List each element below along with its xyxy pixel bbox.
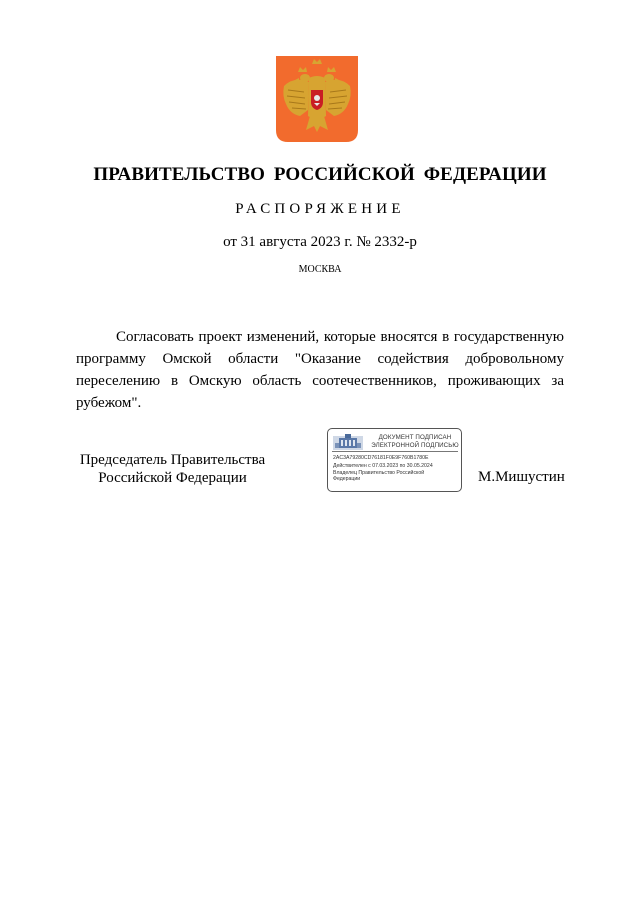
stamp-divider [332,451,458,452]
stamp-heading [370,434,460,449]
stamp-validity: Действителен с 07.03.2023 по 30.05.2024 [333,463,433,469]
stamp-owner-line2: Федерации [333,476,361,482]
stamp-heading-line1: ДОКУМЕНТ ПОДПИСАН [378,434,452,441]
signer-position [60,451,285,487]
document-date-number: от 31 августа 2023 г. № 2332-р [223,234,417,250]
government-title: ПРАВИТЕЛЬСТВО РОССИЙСКОЙ ФЕДЕРАЦИИ [93,164,547,185]
signer-name: М.Мишустин [478,469,565,485]
stamp-certificate: 2AC3A79280CD76181F0E9F760B1780E [333,455,429,461]
coat-of-arms-icon [276,56,358,142]
signer-position-line2: Российской Федерации [98,470,247,486]
document-city: МОСКВА [298,264,342,275]
government-building-icon [333,434,363,450]
signer-position-line1: Председатель Правительства [79,452,266,468]
stamp-owner-line1: Владелец Правительство Российской [333,470,425,476]
order-text: Согласовать проект изменений, которые вносятся в государственную программу Омской области "Оказание содействия добровольному переселению в Омскую область соотечественников, проживающих за рубежом". [76,329,564,411]
electronic-signature-stamp [327,428,462,492]
document-type: РАСПОРЯЖЕНИЕ [235,201,405,217]
stamp-heading-line2: ЭЛЕКТРОННОЙ ПОДПИСЬЮ [371,441,459,449]
